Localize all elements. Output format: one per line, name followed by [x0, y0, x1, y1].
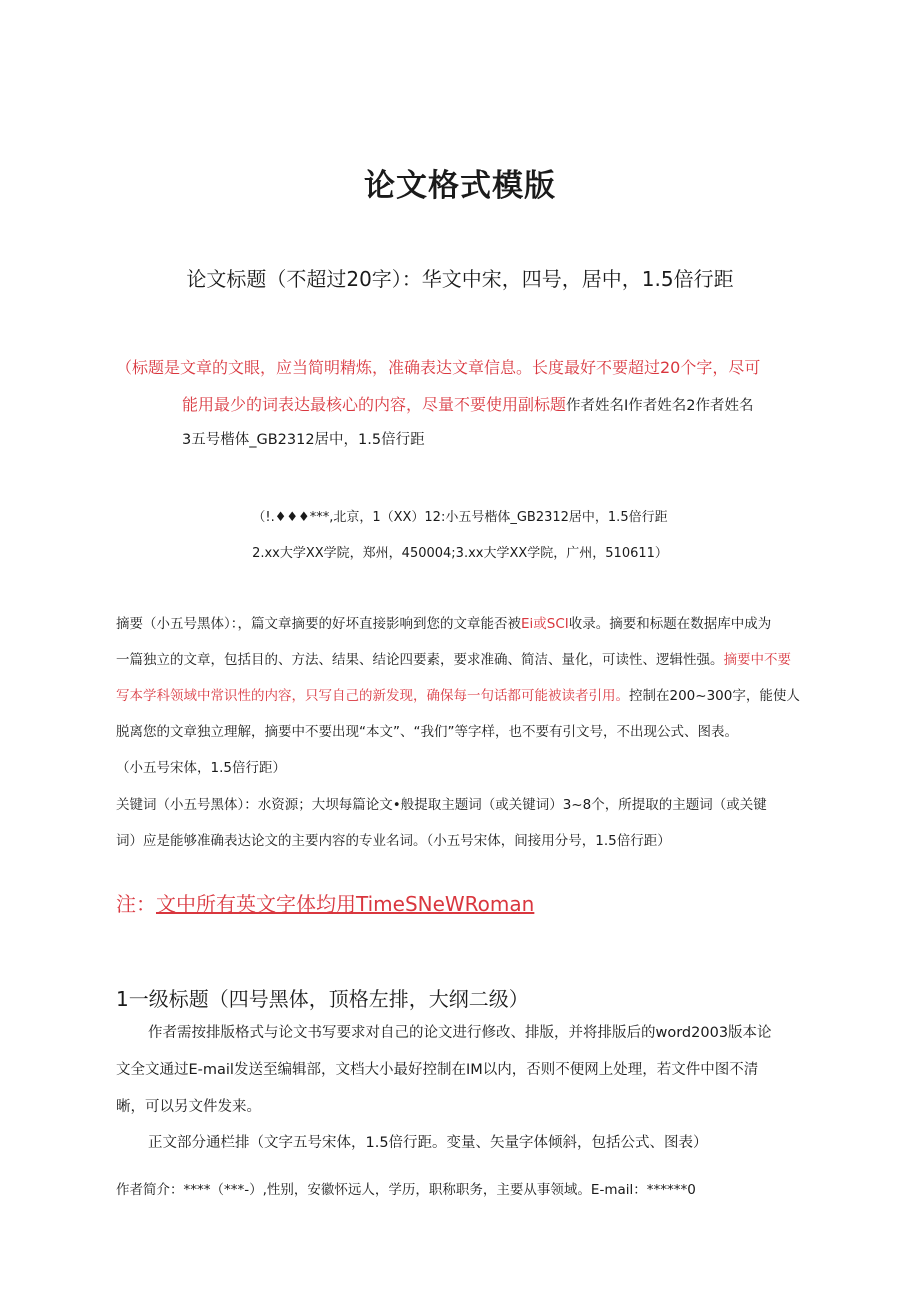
font-note-font-name: TimeSNeWRoman	[356, 892, 535, 916]
abstract-text: 一篇独立的文章，包括目的、方法、结果、结论四要素，要求准确、简洁、量化，可读性、逻辑性强。	[116, 652, 724, 668]
affiliation-line-1: （!.♦♦♦***,北京，1（XX）12:小五号楷体_GB2312居中，1.5倍行距	[252, 510, 668, 525]
abstract-line-1	[116, 612, 771, 632]
author-bio: 作者简介：****（***-）,性别，安徽怀远人，学历，职称职务，主要从事领域。E-mail：******0	[116, 1182, 696, 1198]
keywords-line-2: 词）应是能够准确表达论文的主要内容的专业名词。（小五号宋体，间接用分号，1.5倍行距）	[116, 833, 671, 849]
title-hint-line-1: （标题是文章的文眼，应当简明精炼，准确表达文章信息。长度最好不要超过20个字，尽可	[116, 358, 761, 377]
keywords-line-1: 关键词（小五号黑体）：水资源；大坝每篇论文•般提取主题词（或关键词）3~8个，所提取的主题词（或关键	[116, 797, 767, 813]
abstract-text: 收录。摘要和标题在数据库中成为	[568, 616, 772, 632]
abstract-text: 控制在200~300字，能使人	[629, 688, 800, 704]
abstract-line-3	[116, 684, 800, 704]
author-names: 作者姓名I作者姓名2作者姓名	[566, 398, 754, 414]
affiliation-line-2: 2.xx大学XX学院，郑州，450004;3.xx大学XX学院，广州，510611）	[252, 546, 668, 561]
abstract-line-4: 脱离您的文章独立理解，摘要中不要出现“本文”、“我们”等字样，也不要有引文号，不出现公式、图表。	[116, 724, 738, 740]
body-paragraph-1-line-3: 晰，可以另文件发来。	[116, 1099, 261, 1115]
title-hint-line-2	[182, 392, 754, 415]
abstract-label: 摘要（小五号黑体）：，篇文章摘要的好坏直接影响到您的文章能否被	[116, 616, 521, 632]
paper-title: 论文标题（不超过20字）：华文中宋，四号，居中，1.5倍行距	[186, 267, 734, 291]
main-title: 论文格式模版	[364, 168, 556, 204]
title-hint-red: 能用最少的词表达最核心的内容，尽量不要使用副标题	[182, 395, 567, 414]
abstract-line-2	[116, 648, 791, 668]
abstract-index-names: Ei或SCI	[521, 616, 569, 632]
heading-level-1: 1一级标题（四号黑体，顶格左排，大纲二级）	[116, 987, 529, 1011]
body-paragraph-1-line-2: 文全文通过E-mail发送至编辑部，文档大小最好控制在IM以内，否则不便网上处理，若文件中图不清	[116, 1062, 759, 1078]
abstract-red-text: 写本学科领域中常识性的内容，只写自己的新发现，确保每一句话都可能被读者引用。	[116, 688, 629, 704]
body-paragraph-1-line-1: 作者需按排版格式与论文书写要求对自己的论文进行修改、排版，并将排版后的word2003版本论	[148, 1025, 772, 1041]
abstract-red-text: 摘要中不要	[723, 652, 791, 668]
font-note-text: 文中所有英文字体均用	[156, 892, 356, 916]
font-note-prefix: 注：	[116, 892, 156, 916]
abstract-format-note: （小五号宋体，1.5倍行距）	[116, 760, 286, 776]
font-note	[116, 888, 534, 917]
author-format-note: 3五号楷体_GB2312居中，1.5倍行距	[182, 432, 425, 448]
body-paragraph-2: 正文部分通栏排（文字五号宋体，1.5倍行距。变量、矢量字体倾斜，包括公式、图表）	[148, 1135, 708, 1151]
